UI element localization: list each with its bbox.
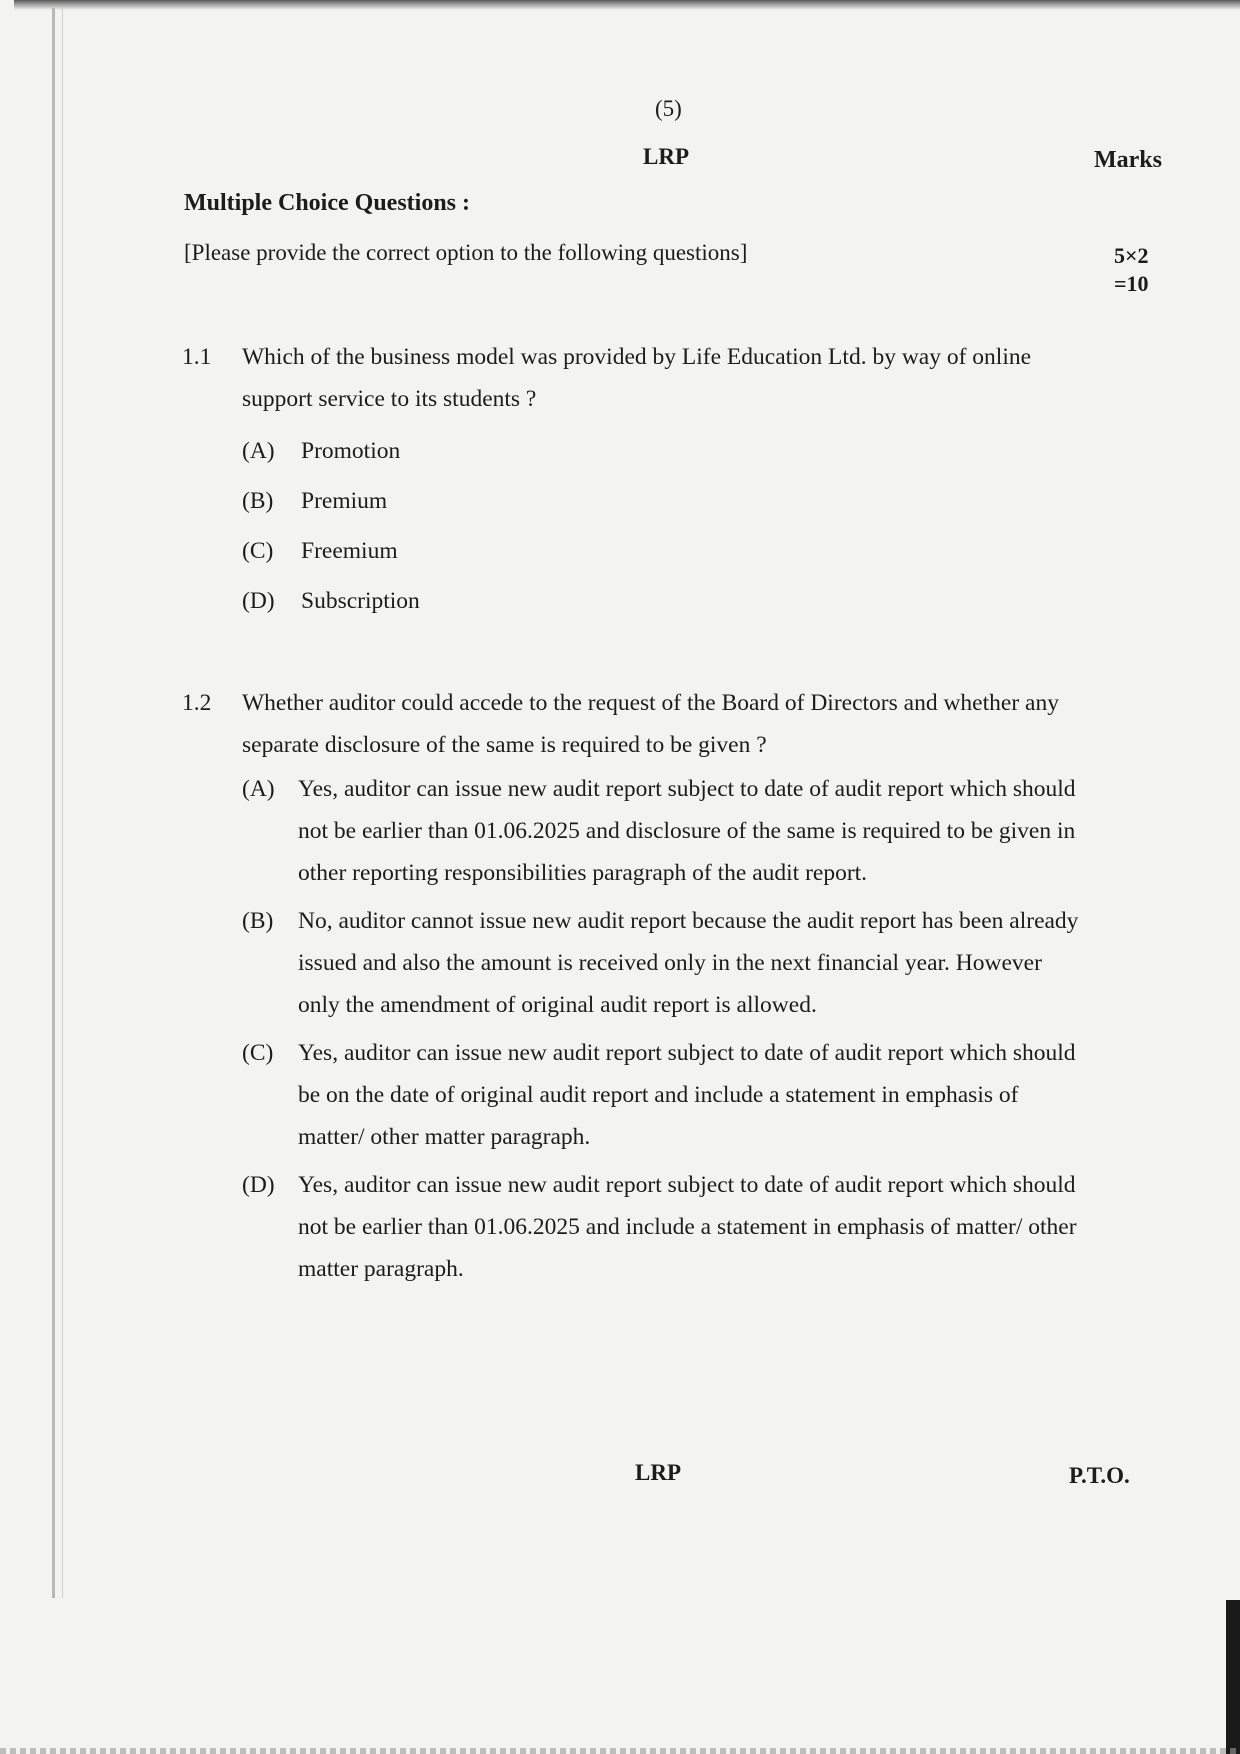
option-label: (C) [242,1040,274,1066]
marks-line-1: 5×2 [1114,243,1149,268]
marks-heading: Marks [1094,147,1162,173]
option-text: Freemium [301,538,398,564]
section-instruction: [Please provide the correct option to the following questions] [184,240,748,265]
option-list [242,426,1082,626]
please-turn-over: P.T.O. [1069,1463,1130,1488]
paper-code-header: LRP [643,144,689,169]
question-text: Whether auditor could accede to the request of the Board of Directors and whether any separate disclosure of the same is required to be given ? [242,690,1059,758]
option-text: Yes, auditor can issue new audit report subject to date of audit report which should be on the date of original audit report and include a statement in emphasis of matter/ other matter paragraph. [298,1040,1076,1150]
option-label: (A) [242,776,275,802]
section-marks [1114,242,1149,298]
option-label: (D) [242,1172,275,1198]
scan-edge-top [14,0,1240,10]
option-text: Yes, auditor can issue new audit report subject to date of audit report which should not be earlier than 01.06.2025 and disclosure of the same is required to be given in other reporting responsibilities paragraph of the audit report. [298,776,1076,886]
option-d [242,1164,1082,1290]
paper-code-footer: LRP [635,1460,681,1485]
option-text: Subscription [301,588,420,614]
option-b [242,900,1082,1026]
section-title: Multiple Choice Questions : [184,190,470,216]
question-1-2 [182,682,1082,1296]
scan-edge-bottom [0,1748,1240,1754]
option-text: Yes, auditor can issue new audit report subject to date of audit report which should not be earlier than 01.06.2025 and include a statement in emphasis of matter/ other matter paragraph. [298,1172,1077,1282]
option-b [242,476,1082,526]
option-label: (A) [242,438,275,464]
question-number: 1.2 [182,690,212,716]
question-number: 1.1 [182,344,212,370]
option-text: Premium [301,488,388,514]
scan-edge-left [52,8,55,1598]
option-text: No, auditor cannot issue new audit report because the audit report has been already issued and also the amount is received only in the next financial year. However only the amendment of original audit report is allowed. [298,908,1079,1018]
option-c [242,1032,1082,1158]
marks-line-2: =10 [1114,271,1149,296]
option-c [242,526,1082,576]
option-d [242,576,1082,626]
option-label: (D) [242,588,275,614]
option-list [242,768,1082,1290]
page-number: (5) [655,96,682,121]
scan-edge-left-inner [62,8,63,1598]
scan-edge-right [1226,1600,1240,1754]
option-a [242,426,1082,476]
option-text: Promotion [301,438,401,464]
option-a [242,768,1082,894]
option-label: (C) [242,538,274,564]
option-label: (B) [242,488,274,514]
question-1-1 [182,336,1082,626]
question-text: Which of the business model was provided by Life Education Ltd. by way of online support service to its students ? [242,344,1032,412]
option-label: (B) [242,908,274,934]
